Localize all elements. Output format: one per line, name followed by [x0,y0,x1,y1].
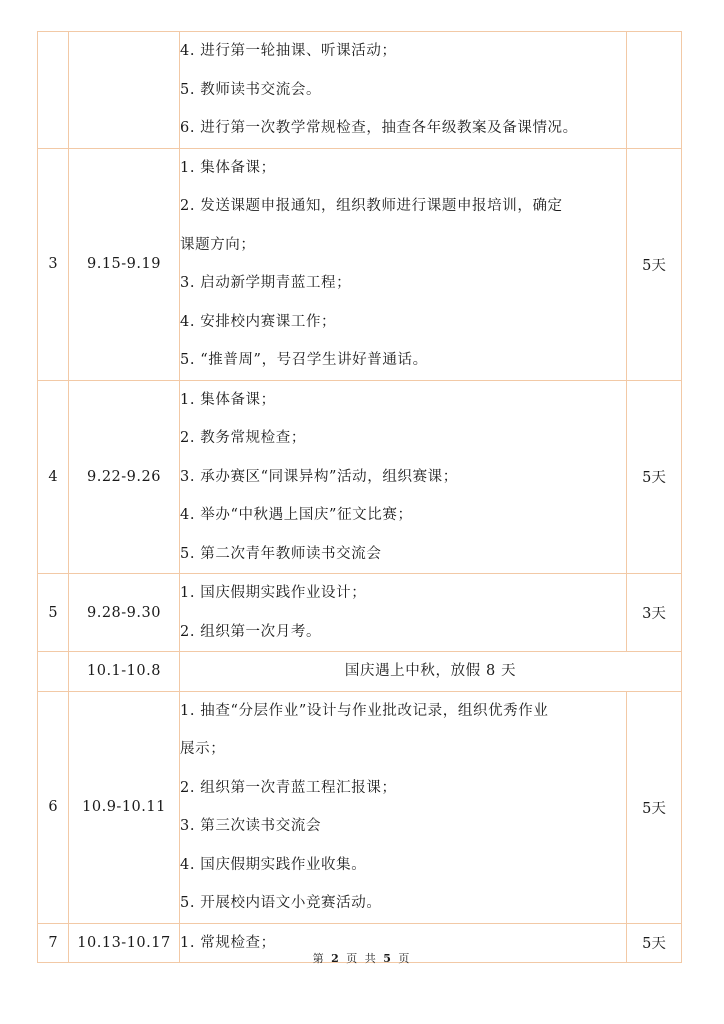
days-count-cell: 5天 [627,380,682,574]
content-line: 4. 进行第一轮抽课、听课活动； [180,43,397,59]
week-number-cell: 6 [38,691,69,923]
content-line: 1. 国庆假期实践作业设计； [180,585,367,601]
content-line: 4. 国庆假期实践作业收集。 [180,856,367,873]
footer-page-number: 2 [331,952,341,965]
table-row [38,574,682,652]
content-line: 5. 开展校内语文小竞赛活动。 [180,895,382,911]
content-line: 2. 教务常规检查； [180,430,306,446]
content-line: 2. 组织第一次青蓝工程汇报课； [180,779,397,796]
content-line: 3. 第三次读书交流会 [180,818,322,834]
content-line: 1. 常规检查； [180,934,276,951]
holiday-text-cell [180,652,682,692]
footer-total-pages: 5 [383,952,393,965]
content-line: 5. 第二次青年教师读书交流会 [180,545,382,562]
date-range-cell: 9.22-9.26 [69,380,180,574]
page-footer [0,950,724,966]
schedule-table [37,31,682,963]
content-line: 3. 启动新学期青蓝工程； [180,275,352,291]
holiday-text: 国庆遇上中秋，放假 8 天 [344,663,517,679]
week-number-cell [38,652,69,692]
content-line: 4. 安排校内赛课工作； [180,313,337,330]
date-range-cell: 10.9-10.11 [69,691,180,923]
content-line: 3. 承办赛区“同课异构”活动，组织赛课； [180,468,458,485]
footer-suffix: 页 [398,952,412,965]
content-line: 5. “推普周”，号召学生讲好普通话。 [180,352,428,368]
content-cell [180,148,627,380]
date-range-cell: 10.13-10.17 [69,923,180,963]
days-count-cell: 3天 [627,574,682,652]
content-line: 2. 发送课题申报通知，组织教师进行课题申报培训，确定 [180,198,563,214]
content-line: 4. 举办“中秋遇上国庆”征文比赛； [180,507,413,523]
content-line: 2. 组织第一次月考。 [180,623,322,640]
week-number-cell: 4 [38,380,69,574]
content-line: 展示； [180,741,226,757]
week-number-cell [38,32,69,149]
date-range-cell [69,32,180,149]
content-line: 1. 抽查“分层作业”设计与作业批改记录，组织优秀作业 [180,702,549,719]
content-cell [180,691,627,923]
date-range-cell: 9.15-9.19 [69,148,180,380]
content-cell [180,32,627,149]
content-line: 课题方向； [180,236,256,253]
footer-middle: 页 共 [346,952,378,965]
week-number-cell: 3 [38,148,69,380]
content-line: 5. 教师读书交流会。 [180,81,322,98]
table-row [38,32,682,149]
holiday-date-cell: 10.1-10.8 [69,652,180,692]
days-count-cell [627,32,682,149]
content-line: 6. 进行第一次教学常规检查，抽查各年级教案及备课情况。 [180,120,578,136]
date-range-cell: 9.28-9.30 [69,574,180,652]
table-row [38,148,682,380]
days-count-cell: 5天 [627,148,682,380]
holiday-row [38,652,682,692]
table-row [38,691,682,923]
footer-prefix: 第 [312,952,326,965]
content-line: 1. 集体备课； [180,159,276,176]
week-number-cell: 5 [38,574,69,652]
content-line: 1. 集体备课； [180,391,276,408]
week-number-cell: 7 [38,923,69,963]
table-row [38,380,682,574]
content-cell [180,574,627,652]
days-count-cell: 5天 [627,691,682,923]
schedule-body [38,32,682,963]
days-count-cell: 5天 [627,923,682,963]
content-cell [180,380,627,574]
